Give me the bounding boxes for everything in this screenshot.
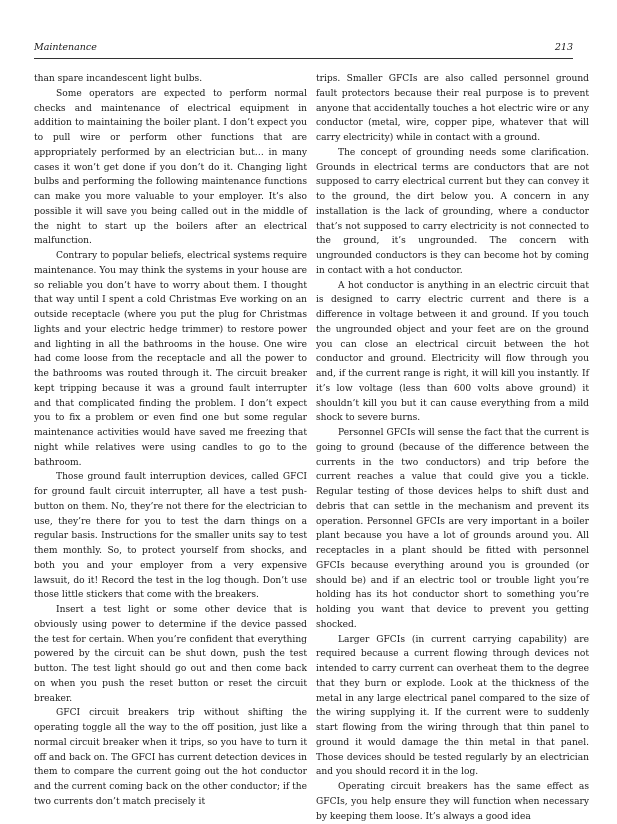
paragraph: Operating circuit breakers has the same effect as GFCIs, you help ensure they will function when necessary by keeping them loose. It’s always a good idea <box>316 782 589 822</box>
paragraph: GFCI circuit breakers trip without shifting the operating toggle all the way to the off position, just like a normal circuit breaker when it trips, so you have to turn it off and back on. The GFCI has current detection devices in them to compare the current going out the hot conductor and the current coming back on the other conductor; if the two currents don’t match precisely it <box>34 708 307 807</box>
paragraph: than spare incandescent light bulbs. <box>34 74 203 84</box>
paragraph: Insert a test light or some other device that is obviously using power to determine if the device passed the test for certain. When you’re confident that everything powered by the circuit can be shut down, push the test button. The test light should go out and then come back on when you push the reset button or reset the circuit breaker. <box>34 605 307 704</box>
running-header <box>34 42 573 53</box>
paragraph: Some operators are expected to perform normal checks and maintenance of electrical equipment in addition to maintaining the boiler plant. I don’t expect you to pull wire or perform other functions that are appropriately performed by an electrician but… in many cases it won’t get done if you don’t do it. Changing light bulbs and performing the following maintenance functions can make you more valuable to your employer. It’s also possible it will save you being called out in the middle of the night to start up the boilers after an electrical malfunction. <box>34 88 307 247</box>
paragraph: Those ground fault interruption devices, called GFCI for ground fault circuit interrupter, all have a test push-button on them. No, they’re not there for the electrician to use, they’re there for you to test the darn things on a regular basis. Instructions for the smaller units say to test them monthly. So, to protect yourself from shocks, and both you and your employer from a very expensive lawsuit, do it! Record the test in the log though. Don’t use those little stickers that come with the breakers. <box>34 472 307 601</box>
left-text-column <box>34 72 307 807</box>
paragraph: Larger GFCIs (in current carrying capability) are required because a current flowing through devices not intended to carry current can overheat them to the degree that they burn or explode. Look at the thickness of the metal in any large electrical panel compared to the size of the wiring supplying it. If the current were to suddenly start flowing from the wiring through that thin panel to ground it would damage the thin metal in that panel. Those devices should be tested regularly by an electrician and you should record it in the log. <box>316 634 589 778</box>
right-text-column <box>316 72 589 822</box>
paragraph: Contrary to popular beliefs, electrical systems require maintenance. You may think the systems in your house are so reliable you don’t have to worry about them. I thought that way until I spent a cold Christmas Eve working on an outside receptacle (where you put the plug for Christmas lights and your electric hedge trimmer) to restore power and lighting in all the bathrooms in the house. One wire had come loose from the receptacle and all the power to the bathrooms was routed through it. The circuit breaker kept tripping because it was a ground fault interrupter and that complicated finding the problem. I don’t expect you to fix a problem or even find one but some regular maintenance activities would have saved me freezing that night while relatives were using candles to go to the bathroom. <box>34 251 307 468</box>
page-number: 213 <box>554 42 573 53</box>
header-rule <box>34 58 573 59</box>
paragraph: Personnel GFCIs will sense the fact that the current is going to ground (because of the difference between the currents in the two conductors) and trip before the current reaches a value that could give you a tickle. Regular testing of those devices helps to shift dust and debris that can settle in the mechanism and prevent its operation. Personnel GFCIs are very important in a boiler plant because you have a lot of grounds around you. All receptacles in a plant should be fitted with personnel GFCIs because everything around you is grounded (or should be) and if an electric tool or trouble light you’re holding has its hot conductor short to something you’re holding you want that device to prevent you getting shocked. <box>316 428 589 630</box>
paragraph: A hot conductor is anything in an electric circuit that is designed to carry electric current and there is a difference in voltage between it and ground. If you touch the ungrounded object and your feet are on the ground you can close an electrical circuit between the hot conductor and ground. Electricity will flow through you and, if the current range is right, it will kill you instantly. If it’s low voltage (less than 600 volts above ground) it shouldn’t kill you but it can cause everything from a mild shock to severe burns. <box>316 280 589 424</box>
chapter-title: Maintenance <box>34 42 97 53</box>
paragraph: trips. Smaller GFCIs are also called personnel ground fault protectors because their real purpose is to prevent anyone that accidentally touches a hot electric wire or any conductor (metal, wire, copper pipe, whatever that will carry electricity) while in contact with a ground. <box>316 74 589 143</box>
paragraph: The concept of grounding needs some clarification. Grounds in electrical terms are conductors that are not supposed to carry electrical current but they can convey it to the ground, the dirt below you. A concern in any installation is the lack of grounding, where a conductor that’s not supposed to carry electricity is not connected to the ground, it’s ungrounded. The concern with ungrounded conductors is they can become hot by coming in contact with a hot conductor. <box>316 147 589 276</box>
